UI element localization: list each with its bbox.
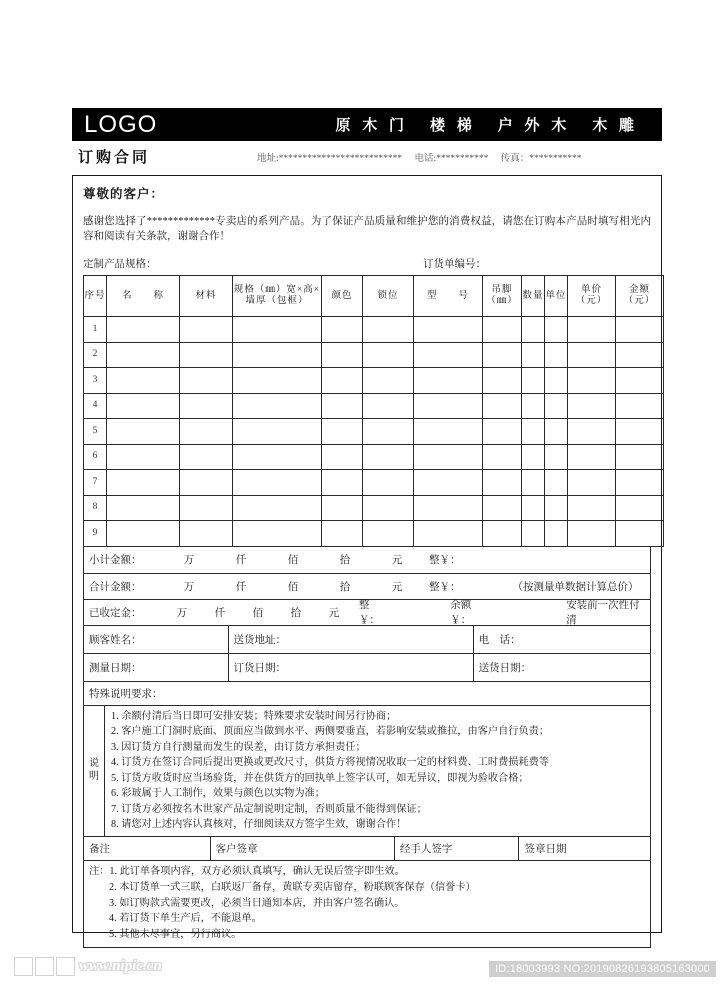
cell-hanger[interactable]: [483, 419, 522, 445]
term-item: 1. 余额付清后当日即可安排安装；特殊要求安装时间另行协商；: [111, 710, 397, 722]
cell-price[interactable]: [568, 342, 616, 368]
remark-field[interactable]: 备注: [84, 837, 211, 860]
table-header-row: [84, 276, 664, 317]
row-index: 2: [84, 342, 107, 368]
cell-material[interactable]: [180, 521, 233, 547]
cell-qty[interactable]: [522, 444, 545, 470]
cell-spec[interactable]: [233, 470, 322, 496]
cell-hanger[interactable]: [483, 317, 522, 343]
cell-hanger[interactable]: [483, 368, 522, 394]
delivery-address-field[interactable]: 送货地址：: [229, 626, 474, 653]
cell-lock[interactable]: [363, 521, 414, 547]
total-row: [84, 573, 650, 599]
row-index: 7: [84, 470, 107, 496]
col-header-qty: 数量: [522, 276, 545, 317]
cell-name[interactable]: [107, 317, 180, 343]
table-row[interactable]: [84, 368, 664, 394]
cell-color[interactable]: [322, 419, 363, 445]
unit-yuan: 元: [391, 581, 403, 593]
cell-unit[interactable]: [545, 444, 568, 470]
cell-qty[interactable]: [522, 342, 545, 368]
cell-unit[interactable]: [545, 470, 568, 496]
total-tail: 整￥：: [429, 581, 461, 593]
col-header-spec: 规格（㎜）宽×高×墙厚（包框）: [233, 276, 322, 317]
special-requirements-field[interactable]: 特殊说明要求：: [83, 682, 651, 706]
cell-amount[interactable]: [616, 317, 664, 343]
watermark-char-boxes: [14, 957, 75, 976]
cell-amount[interactable]: [616, 368, 664, 394]
table-row[interactable]: [84, 521, 664, 547]
cell-lock[interactable]: [363, 368, 414, 394]
cell-spec[interactable]: [233, 342, 322, 368]
category-item-0: 原 木 门: [335, 118, 408, 134]
col-header-index: 序号: [84, 276, 107, 317]
unit-bai: 佰: [287, 581, 299, 593]
contract-body: [72, 175, 662, 941]
cell-lock[interactable]: [363, 495, 414, 521]
cell-material[interactable]: [180, 393, 233, 419]
cell-unit[interactable]: [545, 521, 568, 547]
row-index: 3: [84, 368, 107, 394]
intro-section: [73, 176, 661, 271]
cell-name[interactable]: [107, 368, 180, 394]
cell-color[interactable]: [322, 368, 363, 394]
unit-yuan: 元: [391, 555, 403, 567]
logo: LOGO: [84, 110, 158, 138]
col-header-price: 单价（元）: [568, 276, 616, 317]
table-row[interactable]: [84, 495, 664, 521]
cell-price[interactable]: [568, 368, 616, 394]
cell-material[interactable]: [180, 444, 233, 470]
deposit-units: [163, 605, 353, 620]
category-item-3: 木 雕: [592, 118, 638, 134]
cell-hanger[interactable]: [483, 470, 522, 496]
row-index: 9: [84, 521, 107, 547]
unit-shi: 拾: [339, 581, 351, 593]
cell-color[interactable]: [322, 317, 363, 343]
cell-amount[interactable]: [616, 470, 664, 496]
unit-shi: 拾: [339, 555, 351, 567]
cell-lock[interactable]: [363, 470, 414, 496]
cell-material[interactable]: [180, 419, 233, 445]
cell-qty[interactable]: [522, 317, 545, 343]
phone-text: 电话:***********: [414, 154, 489, 164]
unit-wan: 万: [183, 555, 195, 567]
cell-name[interactable]: [107, 495, 180, 521]
subtotal-label: 小计金额：: [89, 555, 142, 567]
cell-price[interactable]: [568, 444, 616, 470]
deposit-row: [84, 599, 650, 625]
cell-model[interactable]: [414, 521, 483, 547]
cell-price[interactable]: [568, 419, 616, 445]
watermark-logo: [14, 957, 162, 976]
cell-qty[interactable]: [522, 368, 545, 394]
cell-model[interactable]: [414, 495, 483, 521]
cell-spec[interactable]: [233, 317, 322, 343]
footer-watermark: [0, 957, 724, 993]
deposit-tail: 整￥：: [358, 600, 380, 627]
watermark-url: www.nipic.cn: [79, 958, 162, 974]
watermark-char-0: 昵: [14, 957, 33, 976]
category-item-2: 户 外 木: [497, 118, 571, 134]
cell-unit[interactable]: [545, 317, 568, 343]
cell-material[interactable]: [180, 317, 233, 343]
cell-name[interactable]: [107, 419, 180, 445]
terms-side-label: [84, 706, 105, 836]
cell-amount[interactable]: [616, 444, 664, 470]
cell-lock[interactable]: [363, 419, 414, 445]
note-item: 5. 其他未尽事宜，另行商议。: [109, 929, 242, 941]
address-text: 地址:**************************: [257, 154, 403, 164]
cell-model[interactable]: [414, 317, 483, 343]
intro-paragraph: 感谢您选择了*************专卖店的系列产品。为了保证产品质量和维护您的消费权益，请您在订购本产品时填写相光内容和阅读有关条款，谢谢合作！: [83, 216, 651, 243]
cell-material[interactable]: [180, 342, 233, 368]
brand-header-bar: [72, 108, 662, 141]
cell-lock[interactable]: [363, 342, 414, 368]
subtotal-tail: 整￥：: [429, 555, 461, 567]
watermark-char-2: 网: [56, 957, 75, 976]
col-header-material: 材料: [180, 276, 233, 317]
customer-name-field[interactable]: 顾客姓名：: [84, 626, 229, 653]
cell-name[interactable]: [107, 470, 180, 496]
customer-seal-field[interactable]: 客户签章: [211, 837, 395, 860]
cell-material[interactable]: [180, 495, 233, 521]
cell-unit[interactable]: [545, 495, 568, 521]
order-date-field[interactable]: 订货日期：: [229, 654, 474, 681]
cell-name[interactable]: [107, 342, 180, 368]
term-item: 5. 订货方收货时应当场验货，并在供货方的回执单上签字认可，如无异议，即视为验收合格；: [111, 772, 529, 784]
cell-lock[interactable]: [363, 317, 414, 343]
row-index: 4: [84, 393, 107, 419]
contact-info: [257, 150, 592, 164]
customer-row-2: [84, 654, 650, 681]
note-item: 1. 此订单各项内容，双方必须认真填写，确认无误后签字即生效。: [109, 865, 405, 877]
term-item: 4. 订货方在签订合同后提出更换或更改尺寸，供货方将视情况收取一定的材料费、工时费损耗费等: [111, 757, 550, 769]
note-item: 3. 如订购款式需要更改，必须当日通知本店，并由客户签名确认。: [109, 897, 405, 909]
page-title: 订购合同: [78, 150, 151, 166]
col-header-amount: 金额（元）: [616, 276, 664, 317]
greeting: 尊敬的客户：: [83, 187, 165, 201]
cell-hanger[interactable]: [483, 444, 522, 470]
unit-yuan: 元: [328, 607, 340, 619]
product-categories: [335, 114, 648, 135]
signature-section: [83, 837, 651, 861]
cell-price[interactable]: [568, 393, 616, 419]
items-table: [83, 275, 664, 547]
cell-name[interactable]: [107, 444, 180, 470]
unit-wan: 万: [176, 607, 188, 619]
deposit-note: 安装前一次性付清: [566, 600, 640, 627]
table-row[interactable]: [84, 470, 664, 496]
terms-section: [83, 706, 651, 837]
spec-label: 定制产品规格：: [83, 259, 157, 271]
unit-qian: 仟: [214, 607, 226, 619]
customer-phone-field[interactable]: 电 话：: [478, 634, 521, 646]
cell-model[interactable]: [414, 393, 483, 419]
unit-qian: 仟: [235, 581, 247, 593]
cell-name[interactable]: [107, 521, 180, 547]
cell-model[interactable]: [414, 470, 483, 496]
cell-color[interactable]: [322, 495, 363, 521]
unit-bai: 佰: [287, 555, 299, 567]
cell-qty[interactable]: [522, 495, 545, 521]
spec-order-line: [83, 256, 651, 271]
cell-amount[interactable]: [616, 342, 664, 368]
balance-label: 余额￥：: [450, 600, 472, 627]
cell-hanger[interactable]: [483, 342, 522, 368]
seal-date-field[interactable]: 签章日期: [524, 843, 567, 855]
fax-text: 传真：***********: [500, 154, 582, 164]
note-item: 2. 本订货单一式三联，白联返厂备存，黄联专卖店留存，粉联顾客保存（信誉卡）: [109, 881, 476, 893]
watermark-char-1: 享: [35, 957, 54, 976]
cell-spec[interactable]: [233, 419, 322, 445]
col-header-name: 名 称: [107, 276, 180, 317]
measure-date-field[interactable]: 测量日期：: [84, 654, 229, 681]
cell-hanger[interactable]: [483, 393, 522, 419]
deposit-label: 已收定金：: [89, 607, 142, 619]
cell-unit[interactable]: [545, 368, 568, 394]
cell-qty[interactable]: [522, 393, 545, 419]
term-item: 3. 因订货方自行测量而发生的误差，由订货方承担责任；: [111, 741, 366, 753]
col-header-unit: 单位: [545, 276, 568, 317]
cell-amount[interactable]: [616, 419, 664, 445]
cell-unit[interactable]: [545, 342, 568, 368]
table-row[interactable]: [84, 393, 664, 419]
cell-hanger[interactable]: [483, 495, 522, 521]
terms-list: [105, 706, 650, 836]
cell-qty[interactable]: [522, 521, 545, 547]
unit-qian: 仟: [235, 555, 247, 567]
unit-bai: 佰: [252, 607, 264, 619]
cell-amount[interactable]: [616, 495, 664, 521]
col-header-hanger: 吊脚（㎜）: [483, 276, 522, 317]
terms-side-char-1: 说: [89, 758, 99, 770]
cell-spec[interactable]: [233, 444, 322, 470]
table-body: [84, 317, 664, 547]
total-note: （按测量单数据计算总价）: [512, 581, 639, 593]
delivery-date-field[interactable]: 送货日期：: [478, 662, 532, 674]
terms-side-char-2: 明: [89, 770, 99, 782]
note-item: 4. 若订货下单生产后，不能退单。: [109, 913, 262, 925]
customer-info-section: [83, 626, 651, 682]
table-row[interactable]: [84, 444, 664, 470]
cell-model[interactable]: [414, 368, 483, 394]
cell-qty[interactable]: [522, 419, 545, 445]
cell-price[interactable]: [568, 521, 616, 547]
cell-color[interactable]: [322, 470, 363, 496]
watermark-id-badge: ID:18003993 NO:20190826193805163000: [489, 961, 716, 977]
cell-amount[interactable]: [616, 393, 664, 419]
notes-section: [83, 861, 651, 948]
cell-color[interactable]: [322, 342, 363, 368]
notes-prefix: 注：: [89, 865, 110, 877]
term-item: 2. 客户施工门洞时底面、顶面应当做到水平、两侧要垂直，若影响安装或推拉，由客户自行负责；: [111, 726, 550, 738]
cell-material[interactable]: [180, 470, 233, 496]
cell-color[interactable]: [322, 393, 363, 419]
cell-qty[interactable]: [522, 470, 545, 496]
term-item: 6. 彩玻属于人工制作，效果与颜色以实物为准；: [111, 788, 325, 800]
table-row[interactable]: [84, 342, 664, 368]
cell-price[interactable]: [568, 470, 616, 496]
cell-color[interactable]: [322, 521, 363, 547]
unit-wan: 万: [183, 581, 195, 593]
cell-model[interactable]: [414, 419, 483, 445]
table-row[interactable]: [84, 317, 664, 343]
col-header-model: 型 号: [414, 276, 483, 317]
subtotal-row: [84, 547, 650, 573]
cell-spec[interactable]: [233, 393, 322, 419]
cell-name[interactable]: [107, 393, 180, 419]
title-row: [72, 146, 662, 170]
row-index: 8: [84, 495, 107, 521]
category-item-1: 楼 梯: [429, 118, 476, 134]
total-units: [163, 579, 423, 594]
cell-model[interactable]: [414, 342, 483, 368]
row-index: 1: [84, 317, 107, 343]
cell-lock[interactable]: [363, 393, 414, 419]
cell-color[interactable]: [322, 444, 363, 470]
unit-shi: 拾: [290, 607, 302, 619]
cell-hanger[interactable]: [483, 521, 522, 547]
total-label: 合计金额：: [89, 581, 142, 593]
order-number-label: 订货单编号：: [423, 259, 486, 271]
cell-lock[interactable]: [363, 444, 414, 470]
handler-signature-field[interactable]: 经手人签字: [395, 837, 520, 860]
col-header-lock: 锁位: [363, 276, 414, 317]
cell-model[interactable]: [414, 444, 483, 470]
cell-spec[interactable]: [233, 495, 322, 521]
cell-spec[interactable]: [233, 521, 322, 547]
cell-price[interactable]: [568, 317, 616, 343]
row-index: 5: [84, 419, 107, 445]
row-index: 6: [84, 444, 107, 470]
cell-price[interactable]: [568, 495, 616, 521]
notes-first-line: [89, 864, 646, 880]
col-header-color: 颜色: [322, 276, 363, 317]
cell-spec[interactable]: [233, 368, 322, 394]
cell-material[interactable]: [180, 368, 233, 394]
cell-unit[interactable]: [545, 419, 568, 445]
cell-unit[interactable]: [545, 393, 568, 419]
term-item: 8. 请您对上述内容认真核对，仔细阅读双方签字生效，谢谢合作！: [111, 819, 407, 831]
customer-row-1: [84, 626, 650, 654]
cell-amount[interactable]: [616, 521, 664, 547]
amounts-section: [83, 547, 651, 626]
subtotal-units: [163, 552, 423, 567]
term-item: 7. 订货方必须按名木世家产品定制说明定制，否则质量不能得到保证；: [111, 803, 427, 815]
table-row[interactable]: [84, 419, 664, 445]
